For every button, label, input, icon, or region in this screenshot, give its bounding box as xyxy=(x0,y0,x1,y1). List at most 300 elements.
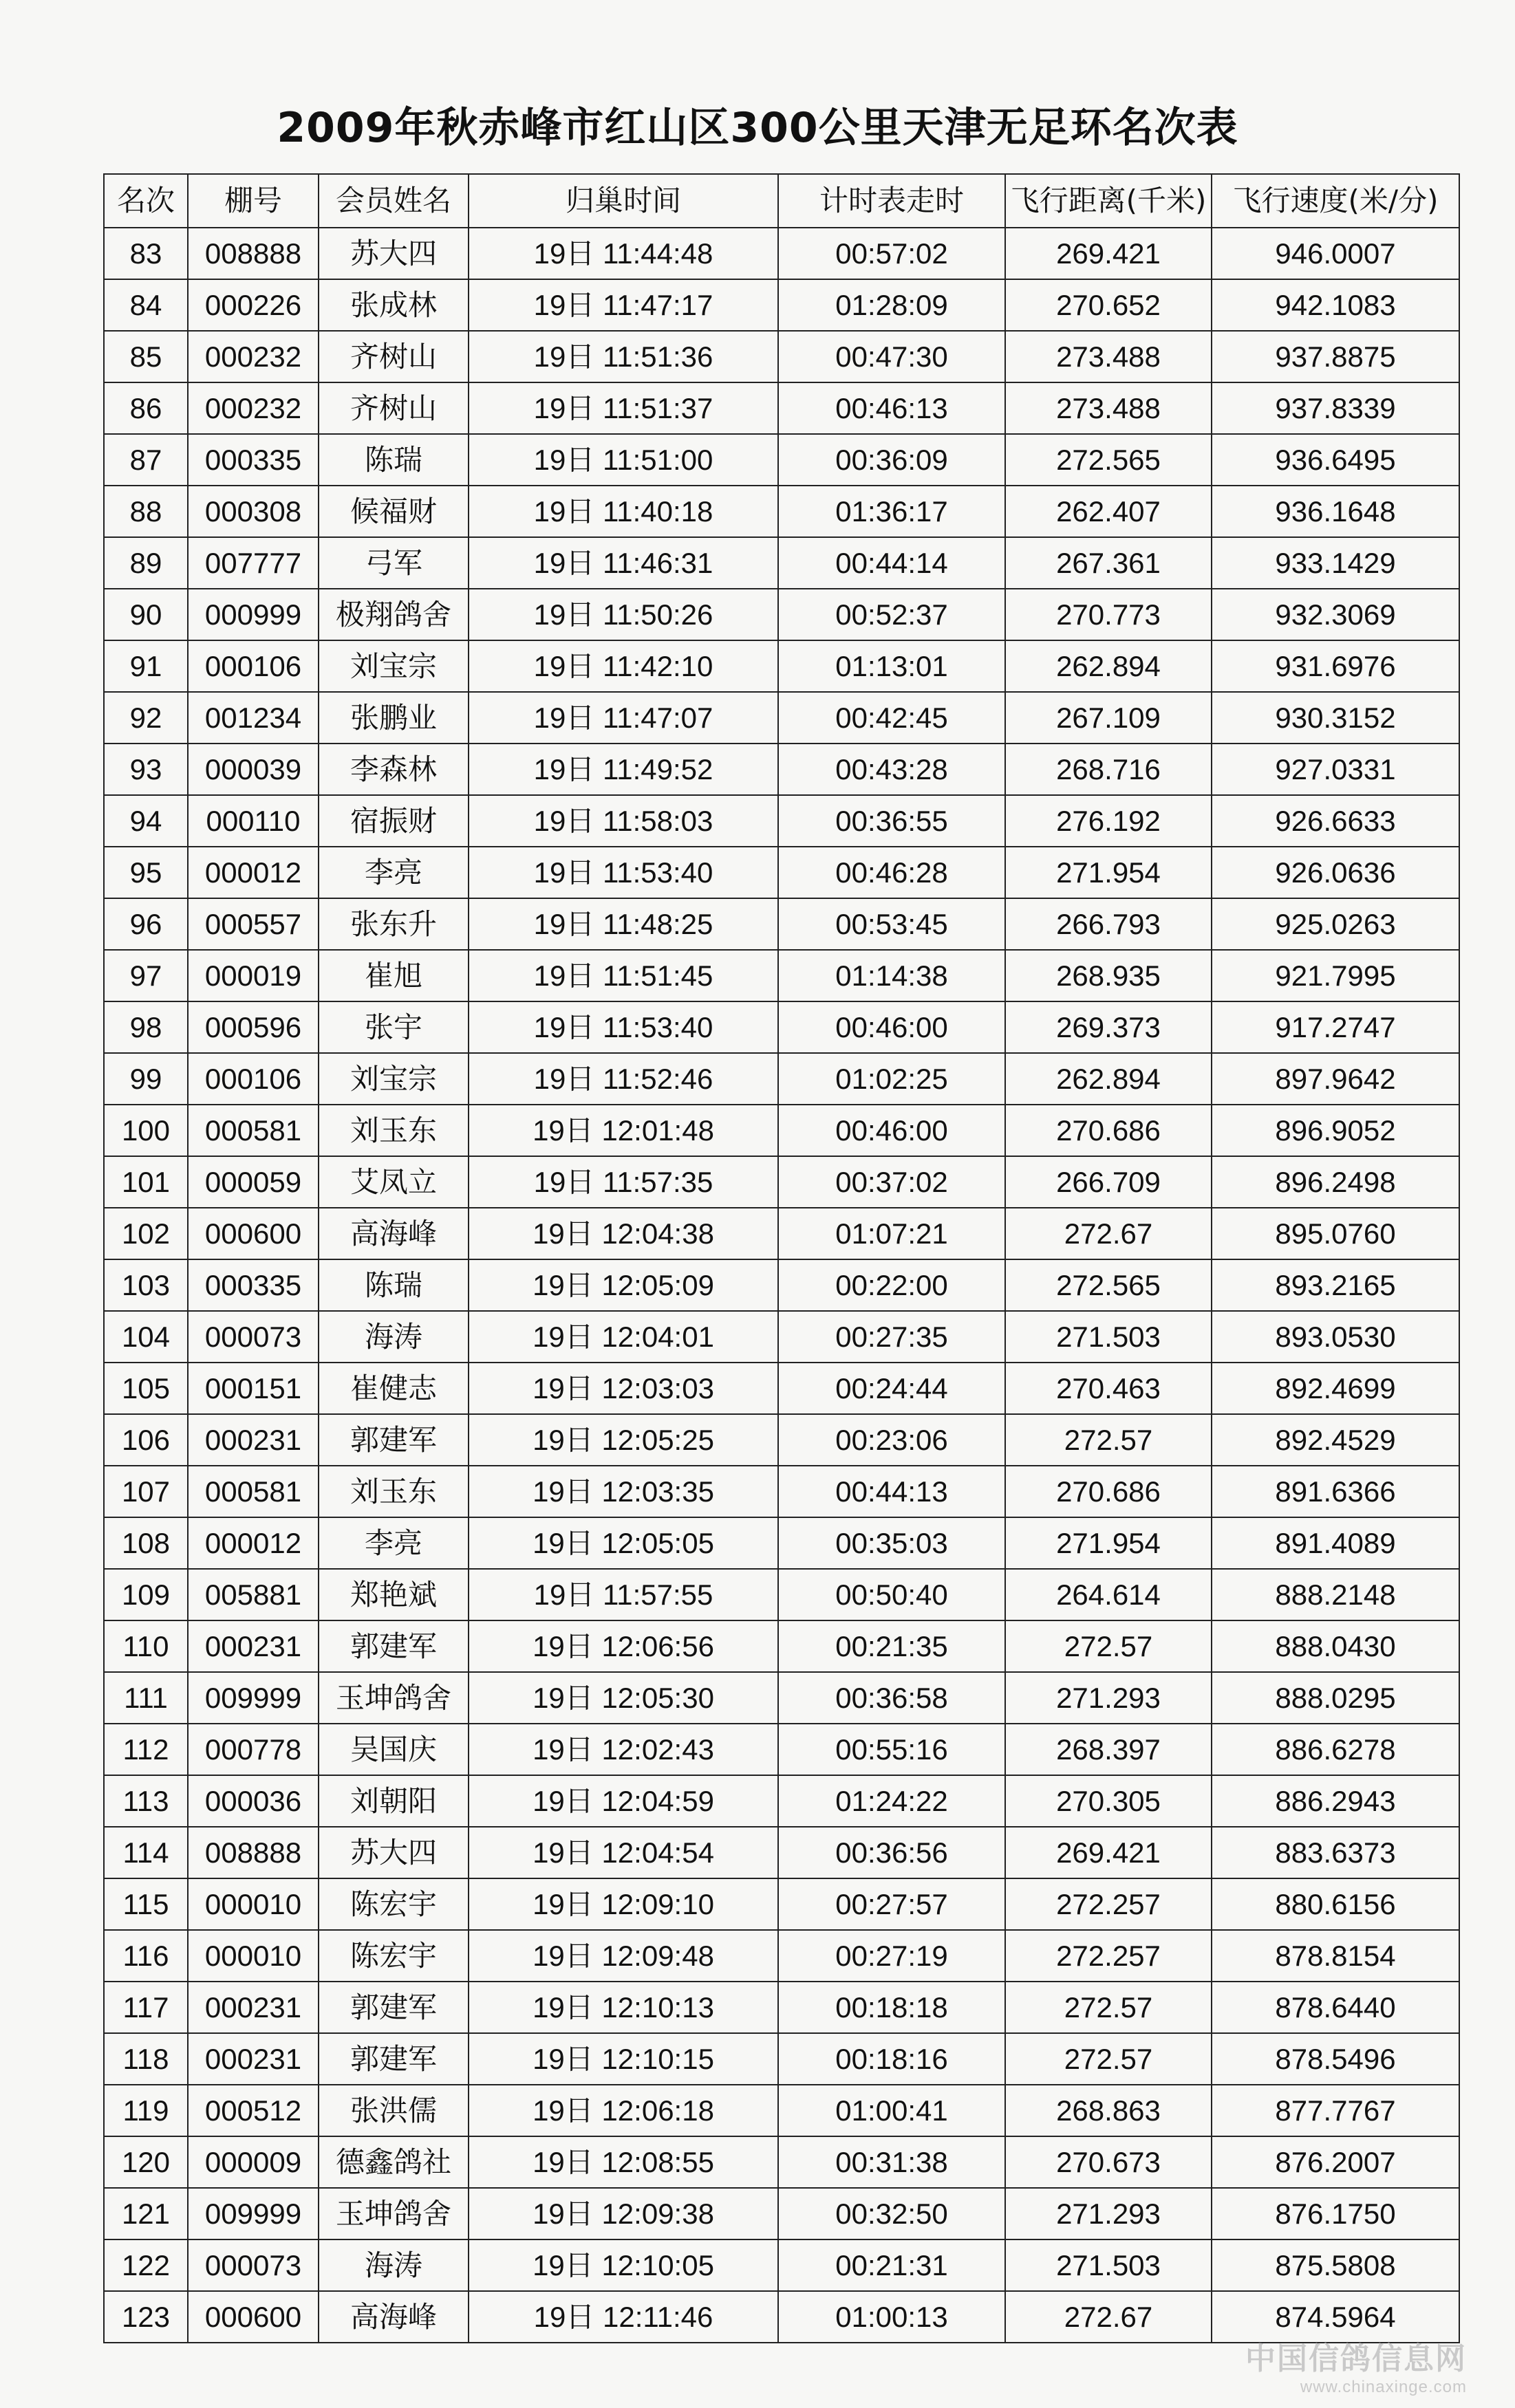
rank-cell: 90 xyxy=(104,589,188,640)
speed-cell: 936.6495 xyxy=(1212,434,1459,486)
return-time-cell: 19日 12:10:13 xyxy=(469,1982,778,2033)
table-row xyxy=(104,1311,1459,1363)
member-name-cell: 苏大四 xyxy=(319,1827,469,1878)
rank-cell: 116 xyxy=(104,1930,188,1982)
table-row xyxy=(104,331,1459,382)
loft-number-cell: 000512 xyxy=(188,2085,319,2136)
member-name-cell: 张鹏业 xyxy=(319,692,469,744)
rank-cell: 121 xyxy=(104,2188,188,2239)
loft-number-cell: 000581 xyxy=(188,1105,319,1156)
speed-cell: 888.0430 xyxy=(1212,1620,1459,1672)
member-name-cell: 刘宝宗 xyxy=(319,640,469,692)
return-time-cell: 19日 12:02:43 xyxy=(469,1724,778,1775)
return-time-cell: 19日 12:03:03 xyxy=(469,1363,778,1414)
speed-cell: 891.6366 xyxy=(1212,1466,1459,1517)
loft-number-cell: 000010 xyxy=(188,1878,319,1930)
header-rank: 名次 xyxy=(104,174,188,228)
distance-cell: 264.614 xyxy=(1005,1569,1212,1620)
rank-cell: 87 xyxy=(104,434,188,486)
distance-cell: 271.954 xyxy=(1005,847,1212,898)
distance-cell: 262.894 xyxy=(1005,1053,1212,1105)
table-row xyxy=(104,1156,1459,1208)
return-time-cell: 19日 12:06:18 xyxy=(469,2085,778,2136)
speed-cell: 877.7767 xyxy=(1212,2085,1459,2136)
distance-cell: 271.503 xyxy=(1005,1311,1212,1363)
clock-time-cell: 01:02:25 xyxy=(778,1053,1005,1105)
return-time-cell: 19日 11:51:37 xyxy=(469,382,778,434)
loft-number-cell: 000110 xyxy=(188,795,319,847)
loft-number-cell: 005881 xyxy=(188,1569,319,1620)
clock-time-cell: 00:36:56 xyxy=(778,1827,1005,1878)
table-row xyxy=(104,486,1459,537)
speed-cell: 897.9642 xyxy=(1212,1053,1459,1105)
member-name-cell: 郭建军 xyxy=(319,2033,469,2085)
distance-cell: 266.793 xyxy=(1005,898,1212,950)
distance-cell: 267.109 xyxy=(1005,692,1212,744)
speed-cell: 876.1750 xyxy=(1212,2188,1459,2239)
distance-cell: 268.863 xyxy=(1005,2085,1212,2136)
clock-time-cell: 00:47:30 xyxy=(778,331,1005,382)
return-time-cell: 19日 11:58:03 xyxy=(469,795,778,847)
distance-cell: 268.397 xyxy=(1005,1724,1212,1775)
speed-cell: 892.4699 xyxy=(1212,1363,1459,1414)
member-name-cell: 玉坤鸽舍 xyxy=(319,1672,469,1724)
table-row xyxy=(104,950,1459,1001)
clock-time-cell: 00:22:00 xyxy=(778,1259,1005,1311)
member-name-cell: 玉坤鸽舍 xyxy=(319,2188,469,2239)
return-time-cell: 19日 11:47:07 xyxy=(469,692,778,744)
speed-cell: 936.1648 xyxy=(1212,486,1459,537)
speed-cell: 917.2747 xyxy=(1212,1001,1459,1053)
return-time-cell: 19日 12:09:38 xyxy=(469,2188,778,2239)
loft-number-cell: 000231 xyxy=(188,1982,319,2033)
member-name-cell: 海涛 xyxy=(319,1311,469,1363)
rank-cell: 84 xyxy=(104,279,188,331)
return-time-cell: 19日 12:04:38 xyxy=(469,1208,778,1259)
distance-cell: 268.935 xyxy=(1005,950,1212,1001)
return-time-cell: 19日 12:08:55 xyxy=(469,2136,778,2188)
return-time-cell: 19日 12:03:35 xyxy=(469,1466,778,1517)
ranking-table xyxy=(103,173,1460,2343)
clock-time-cell: 00:46:00 xyxy=(778,1001,1005,1053)
loft-number-cell: 000012 xyxy=(188,847,319,898)
speed-cell: 926.6633 xyxy=(1212,795,1459,847)
member-name-cell: 陈瑞 xyxy=(319,434,469,486)
clock-time-cell: 00:18:18 xyxy=(778,1982,1005,2033)
table-row xyxy=(104,434,1459,486)
member-name-cell: 张洪儒 xyxy=(319,2085,469,2136)
rank-cell: 102 xyxy=(104,1208,188,1259)
table-row xyxy=(104,1105,1459,1156)
table-row xyxy=(104,2085,1459,2136)
clock-time-cell: 01:24:22 xyxy=(778,1775,1005,1827)
rank-cell: 105 xyxy=(104,1363,188,1414)
table-row xyxy=(104,1569,1459,1620)
speed-cell: 942.1083 xyxy=(1212,279,1459,331)
loft-number-cell: 000596 xyxy=(188,1001,319,1053)
rank-cell: 117 xyxy=(104,1982,188,2033)
distance-cell: 272.565 xyxy=(1005,434,1212,486)
rank-cell: 89 xyxy=(104,537,188,589)
loft-number-cell: 000009 xyxy=(188,2136,319,2188)
loft-number-cell: 000226 xyxy=(188,279,319,331)
member-name-cell: 郭建军 xyxy=(319,1620,469,1672)
member-name-cell: 陈瑞 xyxy=(319,1259,469,1311)
speed-cell: 880.6156 xyxy=(1212,1878,1459,1930)
header-loft-number: 棚号 xyxy=(188,174,319,228)
return-time-cell: 19日 11:44:48 xyxy=(469,228,778,279)
member-name-cell: 德鑫鸽社 xyxy=(319,2136,469,2188)
rank-cell: 101 xyxy=(104,1156,188,1208)
clock-time-cell: 00:46:13 xyxy=(778,382,1005,434)
clock-time-cell: 00:36:55 xyxy=(778,795,1005,847)
table-row xyxy=(104,2136,1459,2188)
loft-number-cell: 000073 xyxy=(188,2239,319,2291)
distance-cell: 272.257 xyxy=(1005,1878,1212,1930)
return-time-cell: 19日 12:01:48 xyxy=(469,1105,778,1156)
return-time-cell: 19日 12:10:15 xyxy=(469,2033,778,2085)
distance-cell: 272.57 xyxy=(1005,2033,1212,2085)
member-name-cell: 候福财 xyxy=(319,486,469,537)
table-row xyxy=(104,1672,1459,1724)
loft-number-cell: 000600 xyxy=(188,2291,319,2343)
rank-cell: 103 xyxy=(104,1259,188,1311)
rank-cell: 100 xyxy=(104,1105,188,1156)
clock-time-cell: 00:44:14 xyxy=(778,537,1005,589)
loft-number-cell: 000231 xyxy=(188,1414,319,1466)
distance-cell: 266.709 xyxy=(1005,1156,1212,1208)
distance-cell: 276.192 xyxy=(1005,795,1212,847)
table-row xyxy=(104,2239,1459,2291)
loft-number-cell: 000335 xyxy=(188,434,319,486)
member-name-cell: 刘玉东 xyxy=(319,1466,469,1517)
distance-cell: 271.954 xyxy=(1005,1517,1212,1569)
distance-cell: 271.503 xyxy=(1005,2239,1212,2291)
loft-number-cell: 000151 xyxy=(188,1363,319,1414)
rank-cell: 88 xyxy=(104,486,188,537)
rank-cell: 93 xyxy=(104,744,188,795)
rank-cell: 122 xyxy=(104,2239,188,2291)
return-time-cell: 19日 11:47:17 xyxy=(469,279,778,331)
speed-cell: 888.2148 xyxy=(1212,1569,1459,1620)
clock-time-cell: 00:21:35 xyxy=(778,1620,1005,1672)
rank-cell: 107 xyxy=(104,1466,188,1517)
document-title: 2009年秋赤峰市红山区300公里天津无足环名次表 xyxy=(277,104,1238,152)
return-time-cell: 19日 11:51:00 xyxy=(469,434,778,486)
loft-number-cell: 000059 xyxy=(188,1156,319,1208)
member-name-cell: 刘玉东 xyxy=(319,1105,469,1156)
speed-cell: 931.6976 xyxy=(1212,640,1459,692)
distance-cell: 273.488 xyxy=(1005,331,1212,382)
return-time-cell: 19日 11:57:35 xyxy=(469,1156,778,1208)
member-name-cell: 弓军 xyxy=(319,537,469,589)
table-row xyxy=(104,228,1459,279)
table-row xyxy=(104,1053,1459,1105)
member-name-cell: 郭建军 xyxy=(319,1982,469,2033)
rank-cell: 106 xyxy=(104,1414,188,1466)
distance-cell: 268.716 xyxy=(1005,744,1212,795)
rank-cell: 112 xyxy=(104,1724,188,1775)
loft-number-cell: 007777 xyxy=(188,537,319,589)
rank-cell: 114 xyxy=(104,1827,188,1878)
member-name-cell: 崔健志 xyxy=(319,1363,469,1414)
clock-time-cell: 01:00:13 xyxy=(778,2291,1005,2343)
loft-number-cell: 000231 xyxy=(188,1620,319,1672)
speed-cell: 892.4529 xyxy=(1212,1414,1459,1466)
distance-cell: 269.421 xyxy=(1005,228,1212,279)
rank-cell: 83 xyxy=(104,228,188,279)
clock-time-cell: 00:44:13 xyxy=(778,1466,1005,1517)
member-name-cell: 苏大四 xyxy=(319,228,469,279)
table-row xyxy=(104,795,1459,847)
speed-cell: 896.2498 xyxy=(1212,1156,1459,1208)
return-time-cell: 19日 12:05:25 xyxy=(469,1414,778,1466)
distance-cell: 270.463 xyxy=(1005,1363,1212,1414)
speed-cell: 886.6278 xyxy=(1212,1724,1459,1775)
rank-cell: 113 xyxy=(104,1775,188,1827)
table-row xyxy=(104,1466,1459,1517)
table-row xyxy=(104,1982,1459,2033)
loft-number-cell: 008888 xyxy=(188,1827,319,1878)
loft-number-cell: 000039 xyxy=(188,744,319,795)
speed-cell: 876.2007 xyxy=(1212,2136,1459,2188)
clock-time-cell: 00:46:28 xyxy=(778,847,1005,898)
member-name-cell: 海涛 xyxy=(319,2239,469,2291)
speed-cell: 888.0295 xyxy=(1212,1672,1459,1724)
return-time-cell: 19日 11:50:26 xyxy=(469,589,778,640)
loft-number-cell: 000232 xyxy=(188,382,319,434)
watermark-site-url: www.chinaxinge.com xyxy=(1300,2378,1467,2396)
rank-cell: 91 xyxy=(104,640,188,692)
rank-cell: 119 xyxy=(104,2085,188,2136)
table-row xyxy=(104,744,1459,795)
rank-cell: 118 xyxy=(104,2033,188,2085)
loft-number-cell: 000073 xyxy=(188,1311,319,1363)
loft-number-cell: 000036 xyxy=(188,1775,319,1827)
loft-number-cell: 000231 xyxy=(188,2033,319,2085)
table-row xyxy=(104,1363,1459,1414)
loft-number-cell: 000012 xyxy=(188,1517,319,1569)
speed-cell: 878.5496 xyxy=(1212,2033,1459,2085)
table-row xyxy=(104,692,1459,744)
speed-cell: 937.8875 xyxy=(1212,331,1459,382)
table-row xyxy=(104,898,1459,950)
loft-number-cell: 000778 xyxy=(188,1724,319,1775)
speed-cell: 875.5808 xyxy=(1212,2239,1459,2291)
member-name-cell: 宿振财 xyxy=(319,795,469,847)
distance-cell: 262.407 xyxy=(1005,486,1212,537)
speed-cell: 932.3069 xyxy=(1212,589,1459,640)
return-time-cell: 19日 11:40:18 xyxy=(469,486,778,537)
distance-cell: 272.67 xyxy=(1005,1208,1212,1259)
speed-cell: 874.5964 xyxy=(1212,2291,1459,2343)
clock-time-cell: 01:36:17 xyxy=(778,486,1005,537)
table-header-row xyxy=(104,174,1459,228)
table-row xyxy=(104,1208,1459,1259)
header-member-name: 会员姓名 xyxy=(319,174,469,228)
return-time-cell: 19日 11:53:40 xyxy=(469,1001,778,1053)
member-name-cell: 李亮 xyxy=(319,847,469,898)
distance-cell: 270.773 xyxy=(1005,589,1212,640)
distance-cell: 272.67 xyxy=(1005,2291,1212,2343)
member-name-cell: 刘朝阳 xyxy=(319,1775,469,1827)
return-time-cell: 19日 12:09:10 xyxy=(469,1878,778,1930)
table-row xyxy=(104,279,1459,331)
return-time-cell: 19日 11:46:31 xyxy=(469,537,778,589)
rank-cell: 85 xyxy=(104,331,188,382)
speed-cell: 891.4089 xyxy=(1212,1517,1459,1569)
clock-time-cell: 00:31:38 xyxy=(778,2136,1005,2188)
return-time-cell: 19日 11:52:46 xyxy=(469,1053,778,1105)
speed-cell: 946.0007 xyxy=(1212,228,1459,279)
member-name-cell: 陈宏宇 xyxy=(319,1930,469,1982)
table-row xyxy=(104,1930,1459,1982)
speed-cell: 937.8339 xyxy=(1212,382,1459,434)
loft-number-cell: 008888 xyxy=(188,228,319,279)
table-row xyxy=(104,1775,1459,1827)
clock-time-cell: 00:36:58 xyxy=(778,1672,1005,1724)
table-row xyxy=(104,1259,1459,1311)
clock-time-cell: 00:46:00 xyxy=(778,1105,1005,1156)
member-name-cell: 张东升 xyxy=(319,898,469,950)
clock-time-cell: 00:21:31 xyxy=(778,2239,1005,2291)
return-time-cell: 19日 12:05:05 xyxy=(469,1517,778,1569)
rank-cell: 99 xyxy=(104,1053,188,1105)
clock-time-cell: 00:24:44 xyxy=(778,1363,1005,1414)
header-flight-speed: 飞行速度(米/分) xyxy=(1212,174,1459,228)
speed-cell: 886.2943 xyxy=(1212,1775,1459,1827)
distance-cell: 267.361 xyxy=(1005,537,1212,589)
return-time-cell: 19日 12:04:59 xyxy=(469,1775,778,1827)
table-row xyxy=(104,1414,1459,1466)
distance-cell: 271.293 xyxy=(1005,1672,1212,1724)
header-return-time: 归巢时间 xyxy=(469,174,778,228)
distance-cell: 272.565 xyxy=(1005,1259,1212,1311)
distance-cell: 270.652 xyxy=(1005,279,1212,331)
table-row xyxy=(104,589,1459,640)
clock-time-cell: 00:43:28 xyxy=(778,744,1005,795)
return-time-cell: 19日 11:48:25 xyxy=(469,898,778,950)
table-row xyxy=(104,640,1459,692)
loft-number-cell: 000106 xyxy=(188,1053,319,1105)
clock-time-cell: 00:35:03 xyxy=(778,1517,1005,1569)
loft-number-cell: 009999 xyxy=(188,2188,319,2239)
member-name-cell: 齐树山 xyxy=(319,331,469,382)
member-name-cell: 齐树山 xyxy=(319,382,469,434)
return-time-cell: 19日 12:09:48 xyxy=(469,1930,778,1982)
loft-number-cell: 000600 xyxy=(188,1208,319,1259)
ranking-table-container xyxy=(103,173,1459,2343)
rank-cell: 120 xyxy=(104,2136,188,2188)
table-row xyxy=(104,2033,1459,2085)
member-name-cell: 高海峰 xyxy=(319,1208,469,1259)
member-name-cell: 李亮 xyxy=(319,1517,469,1569)
rank-cell: 108 xyxy=(104,1517,188,1569)
return-time-cell: 19日 12:06:56 xyxy=(469,1620,778,1672)
return-time-cell: 19日 11:51:45 xyxy=(469,950,778,1001)
rank-cell: 92 xyxy=(104,692,188,744)
speed-cell: 895.0760 xyxy=(1212,1208,1459,1259)
rank-cell: 96 xyxy=(104,898,188,950)
table-row xyxy=(104,2188,1459,2239)
member-name-cell: 刘宝宗 xyxy=(319,1053,469,1105)
return-time-cell: 19日 12:11:46 xyxy=(469,2291,778,2343)
distance-cell: 272.57 xyxy=(1005,1414,1212,1466)
speed-cell: 925.0263 xyxy=(1212,898,1459,950)
member-name-cell: 极翔鸽舍 xyxy=(319,589,469,640)
rank-cell: 115 xyxy=(104,1878,188,1930)
distance-cell: 272.57 xyxy=(1005,1620,1212,1672)
table-row xyxy=(104,1001,1459,1053)
clock-time-cell: 00:32:50 xyxy=(778,2188,1005,2239)
member-name-cell: 李森林 xyxy=(319,744,469,795)
return-time-cell: 19日 11:53:40 xyxy=(469,847,778,898)
table-row xyxy=(104,847,1459,898)
member-name-cell: 陈宏宇 xyxy=(319,1878,469,1930)
speed-cell: 893.0530 xyxy=(1212,1311,1459,1363)
member-name-cell: 郑艳斌 xyxy=(319,1569,469,1620)
distance-cell: 270.673 xyxy=(1005,2136,1212,2188)
speed-cell: 883.6373 xyxy=(1212,1827,1459,1878)
return-time-cell: 19日 11:42:10 xyxy=(469,640,778,692)
clock-time-cell: 00:50:40 xyxy=(778,1569,1005,1620)
return-time-cell: 19日 11:51:36 xyxy=(469,331,778,382)
loft-number-cell: 000581 xyxy=(188,1466,319,1517)
watermark-site-name: 中国信鸽信息网 xyxy=(1245,2341,1467,2376)
distance-cell: 272.257 xyxy=(1005,1930,1212,1982)
clock-time-cell: 01:28:09 xyxy=(778,279,1005,331)
return-time-cell: 19日 11:57:55 xyxy=(469,1569,778,1620)
distance-cell: 262.894 xyxy=(1005,640,1212,692)
rank-cell: 104 xyxy=(104,1311,188,1363)
table-row xyxy=(104,1620,1459,1672)
clock-time-cell: 00:52:37 xyxy=(778,589,1005,640)
return-time-cell: 19日 11:49:52 xyxy=(469,744,778,795)
clock-time-cell: 00:18:16 xyxy=(778,2033,1005,2085)
return-time-cell: 19日 12:04:01 xyxy=(469,1311,778,1363)
return-time-cell: 19日 12:04:54 xyxy=(469,1827,778,1878)
speed-cell: 930.3152 xyxy=(1212,692,1459,744)
member-name-cell: 张成林 xyxy=(319,279,469,331)
member-name-cell: 艾凤立 xyxy=(319,1156,469,1208)
member-name-cell: 吴国庆 xyxy=(319,1724,469,1775)
speed-cell: 921.7995 xyxy=(1212,950,1459,1001)
distance-cell: 269.421 xyxy=(1005,1827,1212,1878)
rank-cell: 110 xyxy=(104,1620,188,1672)
return-time-cell: 19日 12:05:30 xyxy=(469,1672,778,1724)
distance-cell: 272.57 xyxy=(1005,1982,1212,2033)
distance-cell: 271.293 xyxy=(1005,2188,1212,2239)
speed-cell: 896.9052 xyxy=(1212,1105,1459,1156)
return-time-cell: 19日 12:05:09 xyxy=(469,1259,778,1311)
loft-number-cell: 000010 xyxy=(188,1930,319,1982)
loft-number-cell: 000999 xyxy=(188,589,319,640)
clock-time-cell: 00:27:19 xyxy=(778,1930,1005,1982)
loft-number-cell: 000308 xyxy=(188,486,319,537)
rank-cell: 97 xyxy=(104,950,188,1001)
table-row xyxy=(104,537,1459,589)
loft-number-cell: 000106 xyxy=(188,640,319,692)
clock-time-cell: 00:27:35 xyxy=(778,1311,1005,1363)
loft-number-cell: 001234 xyxy=(188,692,319,744)
member-name-cell: 郭建军 xyxy=(319,1414,469,1466)
header-clock-time: 计时表走时 xyxy=(778,174,1005,228)
loft-number-cell: 000019 xyxy=(188,950,319,1001)
clock-time-cell: 01:00:41 xyxy=(778,2085,1005,2136)
distance-cell: 270.686 xyxy=(1005,1466,1212,1517)
clock-time-cell: 00:42:45 xyxy=(778,692,1005,744)
clock-time-cell: 00:23:06 xyxy=(778,1414,1005,1466)
